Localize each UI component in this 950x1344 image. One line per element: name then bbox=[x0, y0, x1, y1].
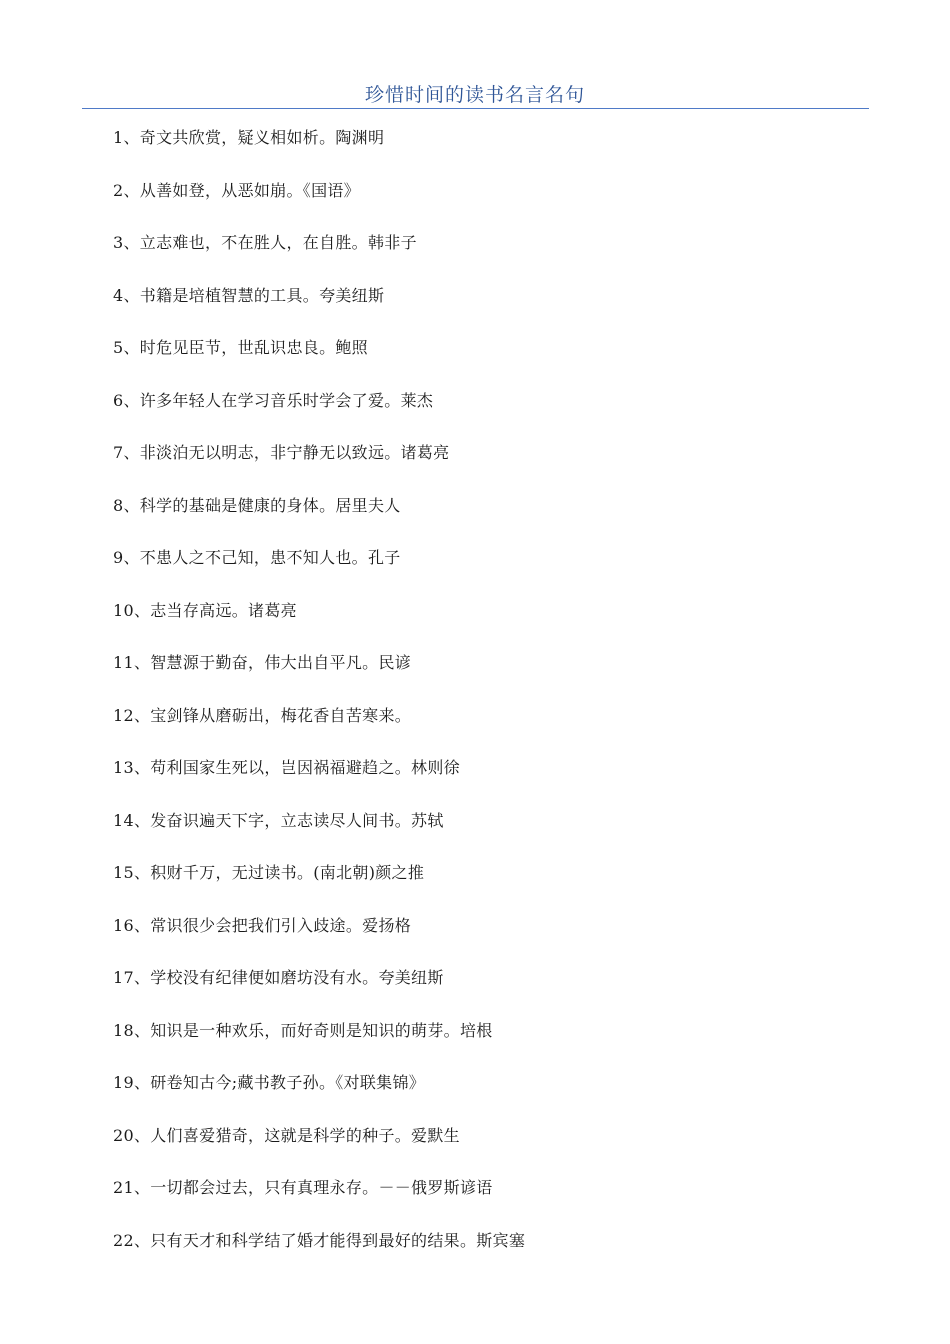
quote-item-7: 7、非淡泊无以明志，非宁静无以致远。诸葛亮 bbox=[113, 443, 450, 462]
quote-item-10: 10、志当存高远。诸葛亮 bbox=[113, 600, 297, 620]
quote-item-6: 6、许多年轻人在学习音乐时学会了爱。莱杰 bbox=[113, 390, 434, 410]
title-underline bbox=[82, 108, 869, 109]
quote-item-16: 16、常识很少会把我们引入歧途。爱扬格 bbox=[113, 915, 412, 935]
quote-item-1: 1、奇文共欣赏，疑义相如析。陶渊明 bbox=[113, 128, 385, 147]
quote-item-14: 14、发奋识遍天下字，立志读尽人间书。苏轼 bbox=[113, 810, 444, 830]
quote-list bbox=[113, 122, 853, 1277]
quote-item-12: 12、宝剑锋从磨砺出，梅花香自苦寒来。 bbox=[113, 705, 412, 725]
quote-item-15: 15、积财千万，无过读书。(南北朝)颜之推 bbox=[113, 863, 425, 882]
quote-item-2: 2、从善如登，从恶如崩。《国语》 bbox=[113, 180, 360, 200]
quote-item-22: 22、只有天才和科学结了婚才能得到最好的结果。斯宾塞 bbox=[113, 1230, 526, 1250]
quote-item-21: 21、一切都会过去，只有真理永存。－－俄罗斯谚语 bbox=[113, 1178, 493, 1197]
quote-item-13: 13、苟利国家生死以，岂因祸福避趋之。林则徐 bbox=[113, 758, 460, 777]
page-title: 珍惜时间的读书名言名句 bbox=[364, 84, 585, 106]
quote-item-19: 19、研卷知古今;藏书教子孙。《对联集锦》 bbox=[113, 1073, 426, 1092]
quote-item-18: 18、知识是一种欢乐，而好奇则是知识的萌芽。培根 bbox=[113, 1020, 493, 1040]
quote-item-3: 3、立志难也，不在胜人，在自胜。韩非子 bbox=[113, 233, 417, 252]
quote-item-17: 17、学校没有纪律便如磨坊没有水。夸美纽斯 bbox=[113, 968, 444, 987]
quote-item-9: 9、不患人之不己知，患不知人也。孔子 bbox=[113, 548, 401, 567]
quote-item-20: 20、人们喜爱猎奇，这就是科学的种子。爱默生 bbox=[113, 1125, 460, 1145]
quote-item-8: 8、科学的基础是健康的身体。居里夫人 bbox=[113, 495, 401, 515]
quote-item-5: 5、时危见臣节，世乱识忠良。鲍照 bbox=[113, 338, 368, 357]
quote-item-11: 11、智慧源于勤奋，伟大出自平凡。民谚 bbox=[113, 653, 412, 672]
quote-item-4: 4、书籍是培植智慧的工具。夸美纽斯 bbox=[113, 285, 385, 305]
